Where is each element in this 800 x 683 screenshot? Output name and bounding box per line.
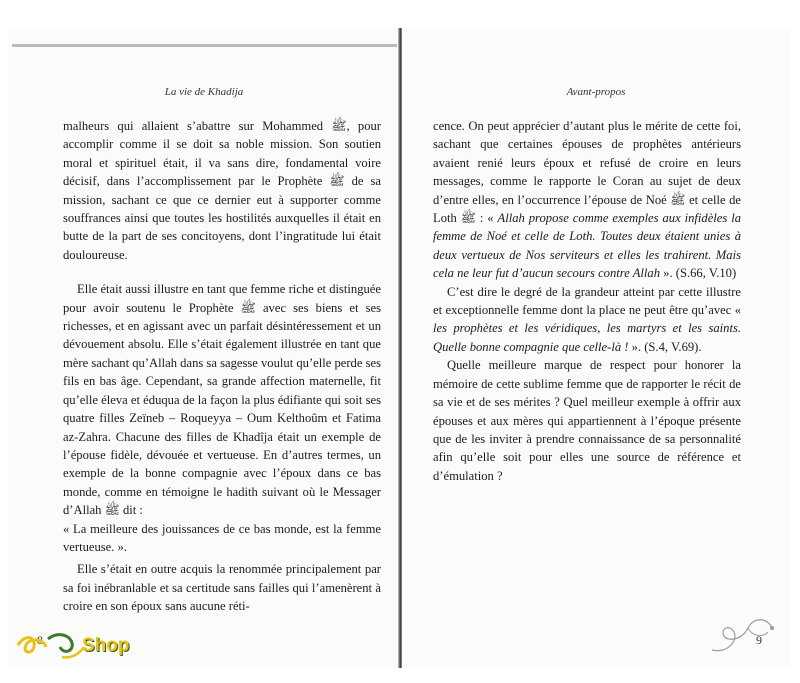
page-number-right: 9 [756, 633, 762, 647]
paragraph [433, 117, 741, 283]
floral-ornament-icon [708, 610, 778, 656]
running-header-right: Avant-propos [566, 86, 626, 98]
left-page-body [63, 117, 381, 616]
citation: ». (S.4, V.69). [631, 339, 702, 354]
top-edge-line [12, 44, 397, 47]
paragraph: Quelle meilleure marque de respect pour honorer la mémoire de cette sublime femme que de rapporter le récit de sa vie et de ses mérites ? Quel meilleur exemple à offrir aux épouses et aux mères qui appartiennent à l’époque présente que de les inviter à prendre connaissance de sa personnalité afin qu’elle soit pour elles une source de référence et d’émulation ? [433, 358, 741, 483]
paragraph: Elle était aussi illustre en tant que femme riche et distinguée pour avoir soutenu le Prophète ﷺ avec ses biens et ses richesses, et en agissant avec un parfait désintéressement et un dévouement absolu. Elle s’était également illustrée en tant que mère sachant qu’Allah dans sa sagesse voulut qu’elle perde ses fils en bas âge. Cependant, sa grande affection maternelle, fit qu’elle éleva et éduqua de la façon la plus édifiante qui soit ses quatre filles Zeïneb – Roqueyya – Oum Kelthoûm et Fatima az-Zahra. Chacune des filles de Khadîja était un exemple de l’épouse fidèle, dévouée et vertueuse. En d’autres termes, un exemple de la bonne compagnie avec l’époux dans ce bas monde, comme en témoigne le hadith suivant où le Messager d’Allah ﷺ dit : [63, 282, 381, 518]
paragraph [433, 283, 741, 357]
shop-logo-text: Shop [82, 635, 130, 656]
paragraph-text: cence. On peut apprécier d’autant plus le mérite de cette foi, sachant que certaines épouses de prophètes antérieurs avaient renié leurs époux et refusé de croire en leurs messages, comme le rapporte le Coran au sujet de deux d’entre elles, en l’occurrence l’épouse de Noé ﷺ et celle de Loth ﷺ : « [433, 119, 741, 226]
quran-quote: Allah propose comme exemples aux infidèles la femme de Noé et celle de Loth. Toutes deux étaient unies à deux vertueux de Nos serviteurs et elles les trahirent. Mais cela ne leur fut d’aucun secours contre Allah [433, 211, 741, 281]
right-page-body [433, 117, 741, 485]
page-number-left: 8 [37, 633, 43, 647]
paragraph-text: C’est dire le degré de la grandeur atteint par cette illustre et exceptionnelle femme dont la place ne peut être qu’avec « [433, 284, 741, 318]
paragraph: Elle s’était en outre acquis la renommée principalement par sa foi inébranlable et sa certitude sans failles qui l’amenèrent à croire en son époux sans aucune réti- [63, 562, 381, 614]
left-page [8, 28, 400, 668]
paragraph: malheurs qui allaient s’abattre sur Mohammed ﷺ, pour accomplir comme il se doit sa noble mission. Son soutien moral et spirituel était, il va sans dire, fondamental voire décisif, dans l’accomplissement par le Prophète ﷺ de sa mission, sachant ce que ce dernier eut à supporter comme souffrances ainsi que toutes les hostilités auxquelles il était en butte de la part de ses concitoyens, dont l’ingratitude lui était douloureuse. [63, 119, 381, 262]
citation: ». (S.66, V.10) [663, 266, 737, 281]
quran-quote: les prophètes et les véridiques, les martyrs et les saints. Quelle bonne compagnie que celle-là ! [433, 321, 741, 354]
running-header-left: La vie de Khadija [164, 86, 244, 98]
hadith-quote: « La meilleure des jouissances de ce bas monde, est la femme vertueuse. ». [63, 521, 381, 554]
right-page [402, 28, 790, 668]
